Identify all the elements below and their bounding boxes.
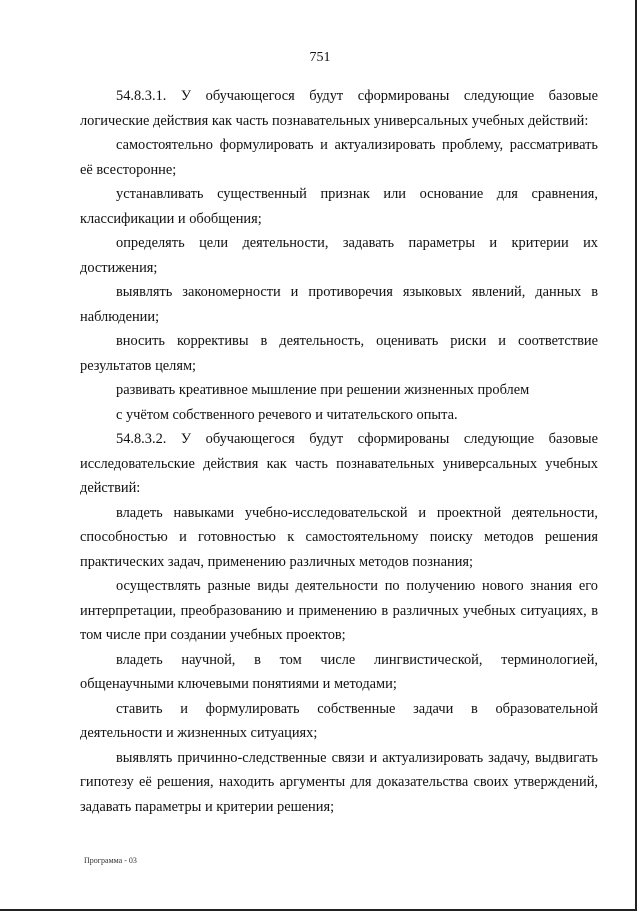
paragraph-own-experience: с учётом собственного речевого и читательского опыта. (116, 406, 458, 423)
paragraph-establish-feature: устанавливать существенный признак или основание для сравнения, классификации и обобщения; (80, 186, 598, 227)
paragraph-cause-effect: выявлять причинно-следственные связи и актуализировать задачу, выдвигать гипотезу её решения, находить аргументы для доказательства своих утверждений, задавать параметры и критерии решения; (80, 749, 598, 815)
page-number: 751 (309, 50, 331, 65)
paragraph-identify-patterns: выявлять закономерности и противоречия языковых явлений, данных в наблюдении; (80, 284, 598, 325)
paragraph-make-corrections: вносить коррективы в деятельность, оценивать риски и соответствие результатов целям; (80, 333, 598, 374)
paragraph-logical-actions-heading: 54.8.3.1. У обучающегося будут сформированы следующие базовые логические действия как часть познавательных универсальных учебных действий: (80, 88, 598, 129)
paragraph-set-tasks: ставить и формулировать собственные задачи в образовательной деятельности и жизненных ситуациях; (80, 700, 598, 741)
paragraph-research-skills: владеть навыками учебно-исследовательской и проектной деятельности, способностью и готовностью к самостоятельному поиску методов решения практических задач, применению различных методов познания; (80, 504, 598, 570)
paragraph-knowledge-activities: осуществлять разные виды деятельности по получению нового знания его интерпретации, преобразованию и применению в различных учебных ситуациях, в том числе при создании учебных проектов; (80, 578, 598, 643)
paragraph-formulate-problem: самостоятельно формулировать и актуализировать проблему, рассматривать её всесторонне; (80, 137, 598, 178)
paragraph-research-actions-heading: 54.8.3.2. У обучающегося будут сформированы следующие базовые исследовательские действия как часть познавательных универсальных учебных действий: (80, 431, 598, 496)
document-body (80, 84, 598, 819)
paragraph-creative-thinking: развивать креативное мышление при решении жизненных проблем (116, 382, 530, 398)
paragraph-define-goals: определять цели деятельности, задавать параметры и критерии их достижения; (80, 235, 598, 276)
paragraph-scientific-terminology: владеть научной, в том числе лингвистической, терминологией, общенаучными ключевыми понятиями и методами; (80, 651, 598, 692)
footer-program-label: Программа - 03 (84, 856, 137, 865)
